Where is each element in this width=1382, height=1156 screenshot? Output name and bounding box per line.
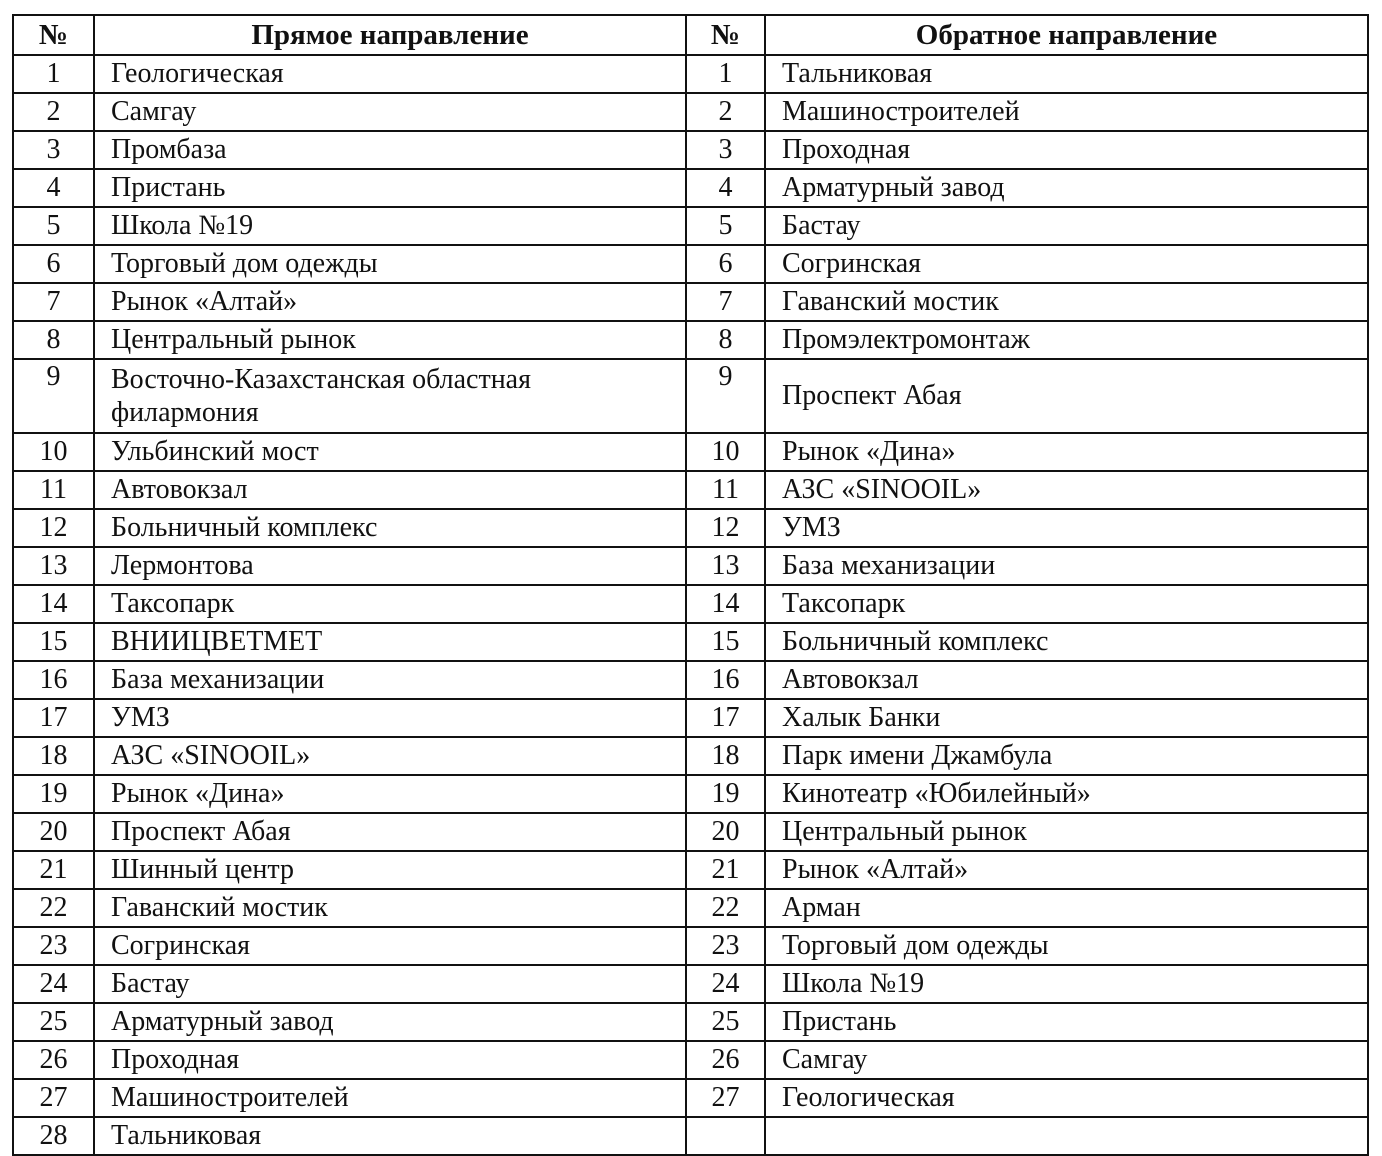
table-row (13, 359, 1368, 433)
reverse-stop-number: 6 (686, 245, 765, 283)
forward-stop-number: 21 (13, 851, 94, 889)
reverse-stop-name: Пристань (765, 1003, 1368, 1041)
table-row (13, 283, 1368, 321)
reverse-stop-name: Рынок «Алтай» (765, 851, 1368, 889)
forward-stop-name: Больничный комплекс (94, 509, 686, 547)
table-row (13, 737, 1368, 775)
reverse-stop-number: 26 (686, 1041, 765, 1079)
table-row (13, 547, 1368, 585)
forward-stop-number: 12 (13, 509, 94, 547)
table-row (13, 131, 1368, 169)
reverse-stop-name (765, 1117, 1368, 1155)
forward-stop-number: 26 (13, 1041, 94, 1079)
reverse-stop-name: Бастау (765, 207, 1368, 245)
table-row (13, 321, 1368, 359)
table-row (13, 699, 1368, 737)
reverse-stop-name: Парк имени Джамбула (765, 737, 1368, 775)
table-row (13, 1003, 1368, 1041)
forward-stop-number: 3 (13, 131, 94, 169)
forward-stop-name: Самгау (94, 93, 686, 131)
reverse-stop-number: 2 (686, 93, 765, 131)
forward-stop-number: 19 (13, 775, 94, 813)
table-row (13, 433, 1368, 471)
forward-stop-number: 10 (13, 433, 94, 471)
header-num-forward: № (13, 15, 94, 55)
reverse-stop-number: 24 (686, 965, 765, 1003)
reverse-stop-name: Халык Банки (765, 699, 1368, 737)
table-row (13, 585, 1368, 623)
forward-stop-number: 13 (13, 547, 94, 585)
reverse-stop-number: 13 (686, 547, 765, 585)
forward-stop-name: Школа №19 (94, 207, 686, 245)
forward-stop-name: Таксопарк (94, 585, 686, 623)
header-num-reverse: № (686, 15, 765, 55)
reverse-stop-number: 15 (686, 623, 765, 661)
reverse-stop-number: 25 (686, 1003, 765, 1041)
reverse-stop-name: Геологическая (765, 1079, 1368, 1117)
reverse-stop-number: 14 (686, 585, 765, 623)
forward-stop-number: 16 (13, 661, 94, 699)
forward-stop-name: Пристань (94, 169, 686, 207)
forward-stop-name: Согринская (94, 927, 686, 965)
table-row (13, 509, 1368, 547)
forward-stop-name: Арматурный завод (94, 1003, 686, 1041)
forward-stop-number: 7 (13, 283, 94, 321)
forward-stop-name: Тальниковая (94, 1117, 686, 1155)
reverse-stop-name: Кинотеатр «Юбилейный» (765, 775, 1368, 813)
forward-stop-name: УМЗ (94, 699, 686, 737)
forward-stop-number: 25 (13, 1003, 94, 1041)
forward-stop-name: Ульбинский мост (94, 433, 686, 471)
table-row (13, 169, 1368, 207)
table-row (13, 93, 1368, 131)
table-row (13, 207, 1368, 245)
reverse-stop-name: Таксопарк (765, 585, 1368, 623)
reverse-stop-number: 19 (686, 775, 765, 813)
reverse-stop-number: 3 (686, 131, 765, 169)
table-row (13, 965, 1368, 1003)
header-forward-direction: Прямое направление (94, 15, 686, 55)
table-row (13, 775, 1368, 813)
reverse-stop-name: Проходная (765, 131, 1368, 169)
forward-stop-name: АЗС «SINOOIL» (94, 737, 686, 775)
forward-stop-number: 6 (13, 245, 94, 283)
reverse-stop-number (686, 1117, 765, 1155)
reverse-stop-number: 21 (686, 851, 765, 889)
table-row (13, 927, 1368, 965)
table-row (13, 889, 1368, 927)
reverse-stop-name: Торговый дом одежды (765, 927, 1368, 965)
forward-stop-number: 5 (13, 207, 94, 245)
reverse-stop-name: Школа №19 (765, 965, 1368, 1003)
forward-stop-number: 8 (13, 321, 94, 359)
forward-stop-number: 11 (13, 471, 94, 509)
forward-stop-number: 9 (13, 359, 94, 433)
reverse-stop-name: Тальниковая (765, 55, 1368, 93)
reverse-stop-name: Арман (765, 889, 1368, 927)
forward-stop-name: Геологическая (94, 55, 686, 93)
forward-stop-number: 28 (13, 1117, 94, 1155)
stops-table (12, 14, 1369, 1156)
table-row (13, 471, 1368, 509)
forward-stop-number: 27 (13, 1079, 94, 1117)
forward-stop-number: 17 (13, 699, 94, 737)
forward-stop-number: 23 (13, 927, 94, 965)
reverse-stop-name: Промэлектромонтаж (765, 321, 1368, 359)
reverse-stop-number: 27 (686, 1079, 765, 1117)
forward-stop-name: Автовокзал (94, 471, 686, 509)
reverse-stop-name: Центральный рынок (765, 813, 1368, 851)
reverse-stop-number: 20 (686, 813, 765, 851)
table-row (13, 1041, 1368, 1079)
forward-stop-number: 20 (13, 813, 94, 851)
forward-stop-number: 14 (13, 585, 94, 623)
forward-stop-name: Проспект Абая (94, 813, 686, 851)
reverse-stop-number: 18 (686, 737, 765, 775)
forward-stop-name: Машиностроителей (94, 1079, 686, 1117)
forward-stop-name: Промбаза (94, 131, 686, 169)
forward-stop-name: Восточно-Казахстанская областная филармония (94, 359, 686, 433)
stops-body (13, 55, 1368, 1155)
reverse-stop-name: Гаванский мостик (765, 283, 1368, 321)
reverse-stop-name: УМЗ (765, 509, 1368, 547)
table-row (13, 245, 1368, 283)
forward-stop-name: База механизации (94, 661, 686, 699)
forward-stop-name: Лермонтова (94, 547, 686, 585)
reverse-stop-number: 23 (686, 927, 765, 965)
reverse-stop-number: 22 (686, 889, 765, 927)
forward-stop-number: 15 (13, 623, 94, 661)
reverse-stop-name: Машиностроителей (765, 93, 1368, 131)
forward-stop-name: Бастау (94, 965, 686, 1003)
forward-stop-number: 22 (13, 889, 94, 927)
forward-stop-name: Проходная (94, 1041, 686, 1079)
forward-stop-name: ВНИИЦВЕТМЕТ (94, 623, 686, 661)
reverse-stop-number: 1 (686, 55, 765, 93)
reverse-stop-name: Больничный комплекс (765, 623, 1368, 661)
reverse-stop-name: Автовокзал (765, 661, 1368, 699)
reverse-stop-name: Арматурный завод (765, 169, 1368, 207)
reverse-stop-number: 17 (686, 699, 765, 737)
reverse-stop-name: Рынок «Дина» (765, 433, 1368, 471)
forward-stop-number: 4 (13, 169, 94, 207)
reverse-stop-number: 12 (686, 509, 765, 547)
reverse-stop-name: Согринская (765, 245, 1368, 283)
forward-stop-name: Рынок «Дина» (94, 775, 686, 813)
forward-stop-number: 18 (13, 737, 94, 775)
reverse-stop-name: База механизации (765, 547, 1368, 585)
forward-stop-name: Гаванский мостик (94, 889, 686, 927)
table-row (13, 55, 1368, 93)
reverse-stop-name: Самгау (765, 1041, 1368, 1079)
reverse-stop-number: 11 (686, 471, 765, 509)
reverse-stop-number: 16 (686, 661, 765, 699)
table-row (13, 1079, 1368, 1117)
reverse-stop-number: 4 (686, 169, 765, 207)
table-row (13, 851, 1368, 889)
table-row (13, 661, 1368, 699)
forward-stop-name: Центральный рынок (94, 321, 686, 359)
forward-stop-name: Торговый дом одежды (94, 245, 686, 283)
reverse-stop-number: 7 (686, 283, 765, 321)
table-row (13, 623, 1368, 661)
reverse-stop-number: 10 (686, 433, 765, 471)
table-row (13, 813, 1368, 851)
reverse-stop-number: 9 (686, 359, 765, 433)
header-reverse-direction: Обратное направление (765, 15, 1368, 55)
forward-stop-number: 2 (13, 93, 94, 131)
table-row (13, 1117, 1368, 1155)
forward-stop-name: Рынок «Алтай» (94, 283, 686, 321)
header-row (13, 15, 1368, 55)
reverse-stop-number: 8 (686, 321, 765, 359)
reverse-stop-name: АЗС «SINOOIL» (765, 471, 1368, 509)
forward-stop-number: 1 (13, 55, 94, 93)
reverse-stop-name: Проспект Абая (765, 359, 1368, 433)
reverse-stop-number: 5 (686, 207, 765, 245)
forward-stop-number: 24 (13, 965, 94, 1003)
forward-stop-name: Шинный центр (94, 851, 686, 889)
